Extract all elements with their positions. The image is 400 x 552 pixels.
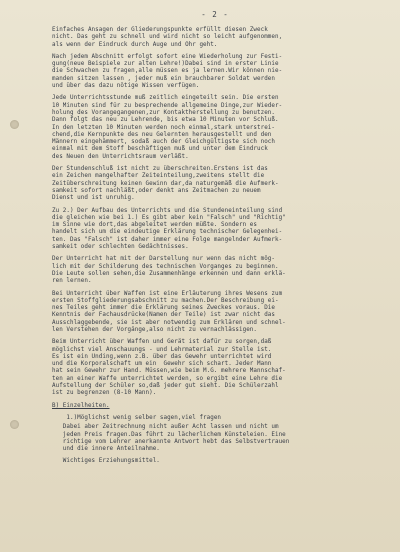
- punch-hole: [10, 420, 19, 429]
- punch-hole: [10, 120, 19, 129]
- paragraph-7: Bei Unterricht über Waffen ist eine Erläuterung ihres Wesens zum ersten Stoffgliederungsabschnitt zu machen.Der Beschreibung ei- nes Teiles geht immer die Erklärung seines Zweckes voraus. Die Kenntnis der Fachausdrücke(Namen der Teile) ist zwar nicht das Ausschlaggebende, sie ist aber notwendig zum Erklären und schnel- len Verstehen der Vorgänge,also nicht zu vernachlässigen.: [52, 290, 286, 333]
- paragraph-3: Jede Unterrichtsstunde muß zeitlich eingeteilt sein. Die ersten 10 Minuten sind für zu besprechende allgemeine Dinge,zur Wieder- holung des Vorangegangenen,zur Kontaktherstellung zu benutzen. Dann folgt das neu zu Lehrende, bis etwa 10 Minuten vor Schluß. In den letzten 10 Minuten werden noch einmal,stark unterstrei- chend,die Kernpunkte des neu Gelernten herausgestellt und den Männern eingehämmert, sodaß auch der Gleichgültigste sich noch einmal mit dem Stoff beschäftigen muß und unter dem Eindruck des Neuen den Unterrichtsraum verläßt.: [52, 95, 283, 160]
- paragraph-5: Zu 2.) Der Aufbau des Unterrichts und die Stundeneinteilung sind die gleichen wie bei 1.) Es gibt aber kein "Falsch" und "Richtig" im Sinne wie dort,das abgeleitet werden müßte. Sondern es handelt sich um die eindeutige Erklärung technischer Gelegenhei- ten. Das "Falsch" ist daher immer eine Folge mangelnder Aufmerk- samkeit oder schlechten Gedächtnisses.: [52, 207, 286, 251]
- page-number: - 2 -: [201, 10, 229, 19]
- paragraph-1: Einfaches Ansagen der Gliederungspunkte erfüllt diesen Zweck nicht. Das geht zu schnell und wird nicht so leicht aufgenommen, als wenn der Eindruck durch Auge und Ohr geht.: [52, 27, 283, 48]
- section-b-item-1: 1.)Möglichst wenig selber sagen,viel fragen: [52, 414, 222, 421]
- section-b-closing: Wichtiges Erziehungsmittel.: [52, 458, 160, 465]
- paragraph-6: Der Unterricht hat mit der Darstellung nur wenn das nicht mög- lich mit der Schilderung des technischen Vorganges zu beginnen. Die Leute sollen sehen,die Zusammenhänge erkennen und dann erklä- ren lernen.: [52, 256, 286, 285]
- section-b-heading: B) Einzelheiten.: [52, 402, 110, 409]
- paragraph-8: Beim Unterricht über Waffen und Gerät ist dafür zu sorgen,daß möglichst viel Anschauungs - und Lehrmaterial zur Stelle ist. Es ist ein Unding,wenn z.B. über das Gewehr unterrichtet wird und die Korporalschaft um ein Gewehr sich schart. Jeder Mann hat sein Gewehr zur Hand. Müssen,wie beim M.G. mehrere Mannschaf- ten an einer Waffe unterrichtet werden, so ergibt eine Lehre die Aufstellung der Schüler so,daß jeder gut sieht. Die Schülerzahl ist zu begrenzen (8-10 Mann).: [52, 339, 286, 397]
- paragraph-2: Nach jedem Abschnitt erfolgt sofort eine Wiederholung zur Festi- gung(neue Beispiele zur alten Lehre!)Dabei sind in erster Linie die Schwachen zu fragen,alle müssen es ja lernen.Wir können nie- manden sitzen lassen , jeder muß ein brauchbarer Soldat werden und über das dazu nötige Wissen verfügen.: [52, 53, 283, 90]
- section-b-item-1-text: Dabei aber Zeitrechnung nicht außer Acht lassen und nicht um jeden Preis fragen.Das führt zu lächerlichem Künsteleien. Eine richtige vom Lehrer anerkannte Antwort hebt das Selbstvertrauen und die innere Anteilnahme.: [62, 424, 290, 453]
- paragraph-4: Der Stundenschluß ist nicht zu überschreiten.Erstens ist das ein Zeichen mangelhafter Zeiteinteilung,zweitens stellt die Zeitüberschreitung keinen Gewinn dar,da naturgemäß die Aufmerk- samkeit sofort nachläßt,oder denkt ans Zeitmachen zu neuem Dienst und ist unruhig.: [52, 166, 279, 202]
